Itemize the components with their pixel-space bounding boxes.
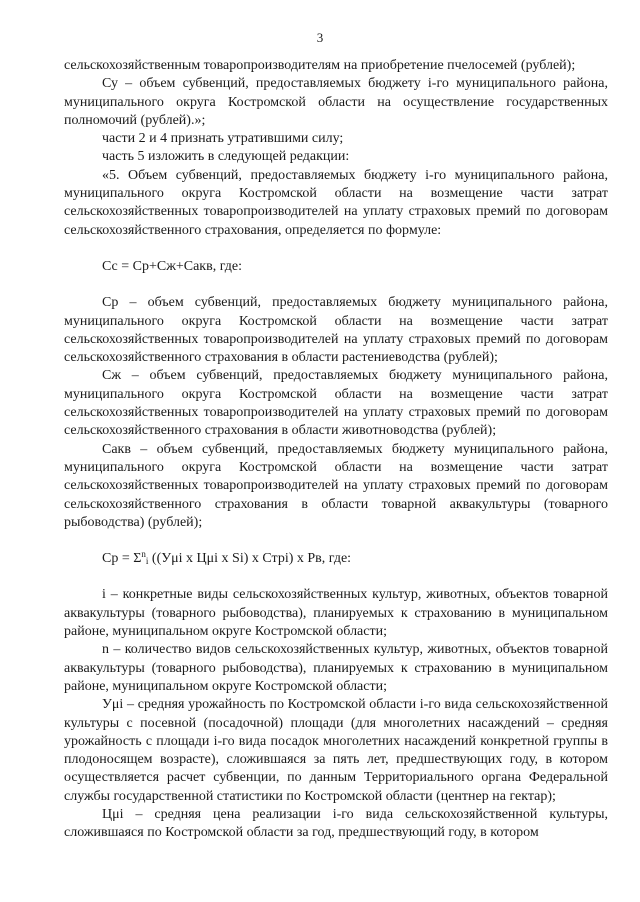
formula-crop-lhs: Ср = Σ: [102, 551, 142, 567]
formula-crop: [64, 550, 608, 568]
document-body: [64, 57, 608, 843]
page-number: 3: [316, 30, 324, 45]
paragraph-7: Сж – объем субвенций, предоставляемых бюджету муниципального района, муниципального округа Костромской области на возмещение части затрат сельскохозяйственных товаропроизводителей на уплату страховых премий по договорам сельскохозяйственного страхования в области животноводства (рублей);: [64, 368, 608, 439]
paragraph-5: «5. Объем субвенций, предоставляемых бюджету i-го муниципального района, муниципального округа Костромской области на возмещение части затрат сельскохозяйственных товаропроизводителей на уплату страховых премий по договорам сельскохозяйственного страхования, определяется по формуле:: [64, 167, 608, 238]
formula-total: Сс = Ср+Сж+Сакв, где:: [102, 258, 242, 274]
paragraph-11: Уμi – средняя урожайность по Костромской области i-го вида сельскохозяйственной культуры с посевной (посадочной) площади (для многолетних насаждений – средняя урожайность с площади i-го вида посадок многолетних насаждений конкретной группы в плодоносящем возрасте), сложившаяся за пять лет, предшествующих году, в котором осуществляется расчет субвенции, по данным Территориального органа Федеральной службы государственной статистики по Костромской области (центнер на гектар);: [64, 697, 608, 804]
paragraph-6: Ср – объем субвенций, предоставляемых бюджету муниципального района, муниципального округа Костромской области на возмещение части затрат сельскохозяйственных товаропроизводителей на уплату страховых премий по договорам сельскохозяйственного страхования в области растениеводства (рублей);: [64, 295, 608, 366]
paragraph-4: часть 5 изложить в следующей редакции:: [102, 149, 350, 165]
paragraph-1: сельскохозяйственным товаропроизводителям на приобретение пчелосемей (рублей);: [64, 58, 576, 73]
formula-crop-rhs: ((Уμi х Цμi х Si) х Стрi) х Рв, где:: [148, 551, 352, 567]
paragraph-10: n – количество видов сельскохозяйственных культур, животных, объектов товарной аквакультуры (товарного рыбоводства), планируемых к страхованию в муниципальном районе, муниципальном округе Костромской области;: [64, 642, 608, 694]
formula-crop-sub: i: [145, 556, 149, 567]
formula-crop-sup: n: [141, 549, 146, 560]
paragraph-9: i – конкретные виды сельскохозяйственных культур, животных, объектов товарной аквакультуры (товарного рыбоводства), планируемых к страхованию в муниципальном районе, муниципальном округе Костромской области;: [64, 587, 608, 640]
paragraph-2: Су – объем субвенций, предоставляемых бюджету i-го муниципального района, муниципального округа Костромской области на осуществление государственных полномочий (рублей).»;: [64, 76, 608, 128]
paragraph-12: Цμi – средняя цена реализации i-го вида сельскохозяйственной культуры, сложившаяся по Костромской области за год, предшествующий году, в котором: [64, 806, 608, 841]
paragraph-8: Сакв – объем субвенций, предоставляемых бюджету муниципального района, муниципального округа Костромской области на возмещение части затрат сельскохозяйственных товаропроизводителей на уплату страховых премий по договорам сельскохозяйственного страхования в области товарной аквакультуры (товарного рыбоводства) (рублей);: [64, 441, 608, 530]
paragraph-3: части 2 и 4 признать утратившими силу;: [102, 131, 344, 147]
